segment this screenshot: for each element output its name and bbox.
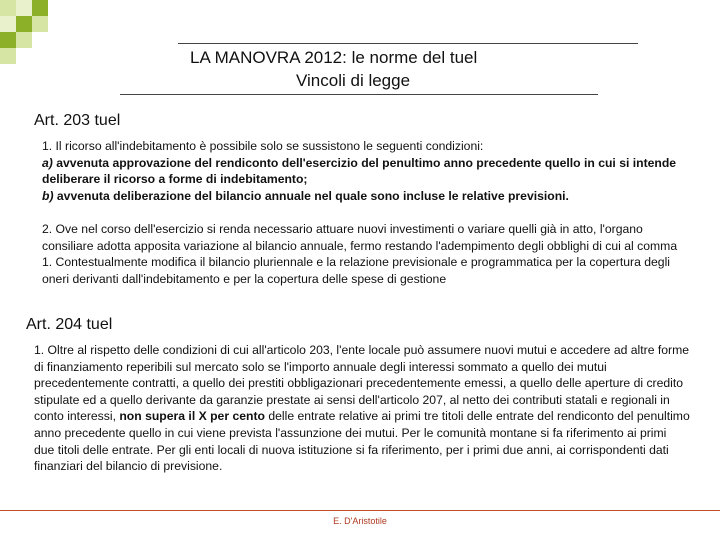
footer-author: E. D'Aristotile (333, 516, 387, 526)
deco-square (16, 0, 32, 16)
art203-p1-b (42, 188, 682, 205)
art203-paragraph-2: 2. Ove nel corso dell'esercizio si renda necessario attuare nuovi investimenti o variare quelli già in atto, l'organo consiliare adotta apposita variazione al bilancio annuale, fermo restando l'adempimento degli obblighi di cui al comma 1. Contestualmente modifica il bilancio pluriennale e la relazione previsionale e programmatica per la copertura degli oneri derivanti dall'indebitamento e per la copertura delle spese di gestione (42, 222, 678, 286)
art203-p1-b-text: avvenuta deliberazione del bilancio annuale nel quale sono incluse le relative previsioni. (53, 188, 569, 203)
art203-p1-a (42, 155, 682, 188)
deco-square (0, 32, 16, 48)
page-title: LA MANOVRA 2012: le norme del tuel (190, 48, 478, 67)
page-subtitle: Vincoli di legge (296, 71, 411, 90)
art203-p1-a-text: avvenuta approvazione del rendiconto dell'esercizio del penultimo anno precedente quello in cui si intende deliberare il ricorso a forme di indebitamento; (42, 155, 677, 187)
deco-square (32, 0, 48, 16)
footer-rule (0, 510, 720, 511)
art204-p1-bold: non supera il X per cento (119, 409, 265, 424)
deco-square (16, 32, 32, 48)
art204-p1-part2: delle entrate relative ai primi tre titoli delle entrate del rendiconto del penultimo anno precedente quello in cui viene prevista l'assunzione dei mutui. Per le comunità montane si fa riferimento ai primi due titoli delle entrate. Per gli enti locali di nuova istituzione si fa riferimento, per i primi due anni, ai corrispondenti dati finanziari del bilancio di previsione. (34, 409, 690, 474)
art203-paragraph-1 (42, 138, 682, 204)
title-rule (120, 94, 598, 95)
art203-p1-b-letter: b) (42, 188, 54, 203)
top-rule (178, 43, 638, 44)
art204-paragraph-1 (34, 342, 690, 475)
art203-p1-a-letter: a) (42, 155, 53, 170)
art204-p1-part1: 1. Oltre al rispetto delle condizioni di cui all'articolo 203, l'ente locale può assumere nuovi mutui e accedere ad altre forme di finanziamento reperibili sul mercato solo se l'importo annuale degli interessi sommato a quello dei mutui precedentemente contratti, a quello dei prestiti obbligazionari precedentemente emessi, a quello delle aperture di credito stipulate ed a quello derivante da garanzie prestate ai sensi dell'articolo 207, al netto dei contributi statali e regionali in conto interessi, (34, 343, 690, 424)
deco-square (0, 0, 16, 16)
deco-square (0, 48, 16, 64)
art204-heading: Art. 204 tuel (26, 316, 113, 333)
art203-heading: Art. 203 tuel (34, 112, 121, 129)
deco-square (0, 16, 16, 32)
deco-square (16, 16, 32, 32)
art203-p1-intro: 1. Il ricorso all'indebitamento è possibile solo se sussistono le seguenti condizioni: (42, 139, 484, 153)
deco-square (32, 16, 48, 32)
